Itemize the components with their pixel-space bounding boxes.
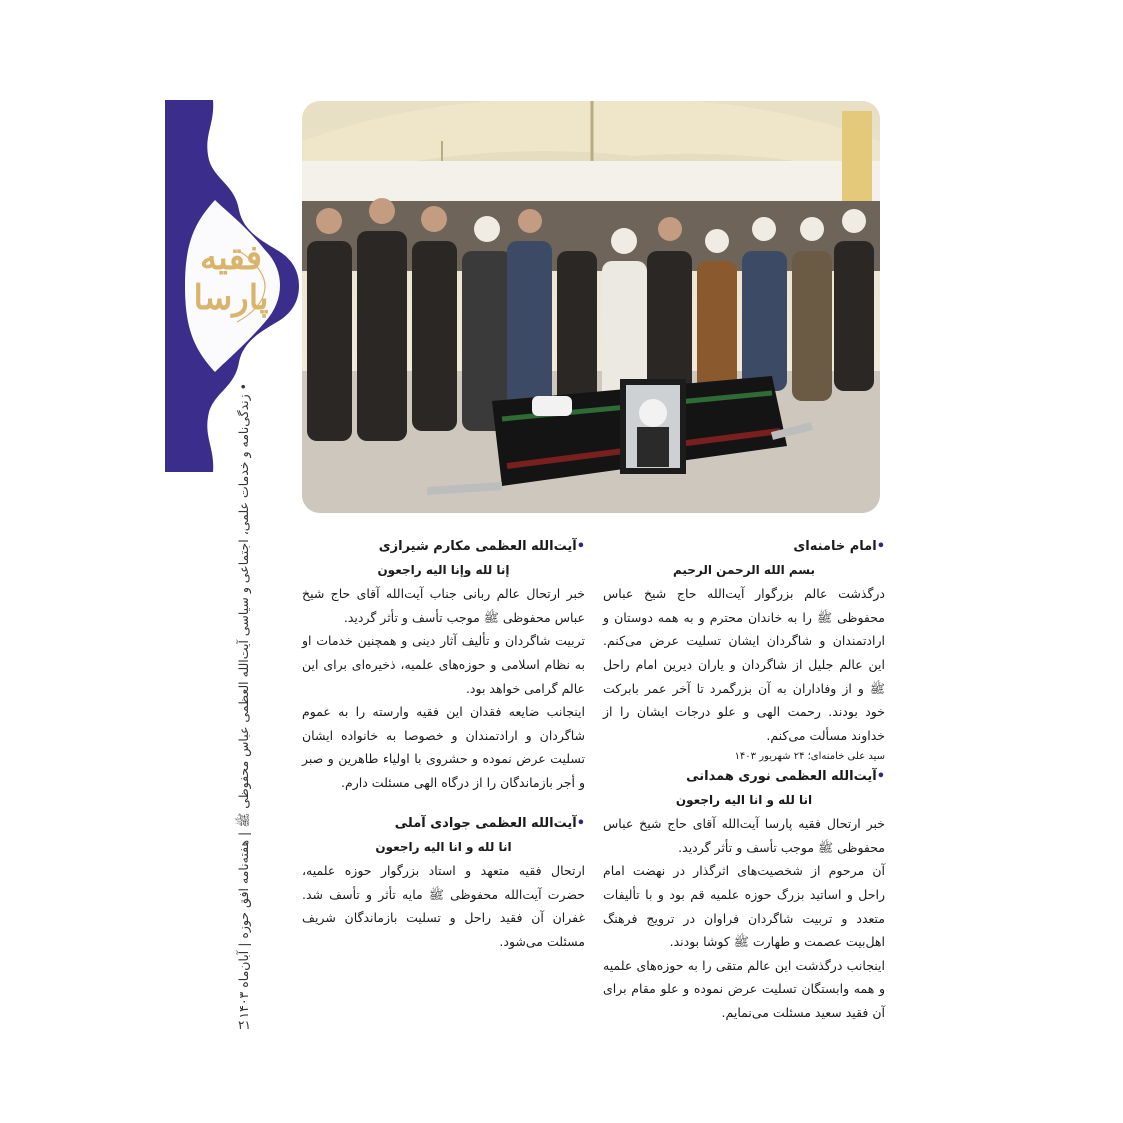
khamenei-message <box>603 535 885 767</box>
makarem-message <box>302 535 585 795</box>
makarem-paragraph-2: تربیت شاگردان و تألیف آثار دینی و همچنین خدمات او به نظام اسلامی و حوزه‌های علمیه، ذخیره‌ای برای این عالم گرامی خواهد بود. <box>302 633 585 696</box>
nouri-paragraph-1: خبر ارتحال فقیه پارسا آیت‌الله آقای حاج شیخ عباس محفوظی ﷺ موجب تأسف و تأثر گردید. <box>603 816 885 855</box>
page-number: ۲۱ <box>238 1018 251 1032</box>
bullet-icon: • <box>576 539 585 554</box>
side-caption-text: • زندگی‌نامه و خدمات علمی، اجتماعی و سیاسی آیت‌الله العظمی عباس محفوظی ﷺ | هفته‌نامه افق حوزه | آبان‌ماه ۱۴۰۳ <box>236 383 251 1019</box>
nouri-message <box>603 765 885 1025</box>
javadi-heading: آیت‌الله العظمی جوادی آملی <box>394 816 577 831</box>
logo-text: فقیه پارسا <box>193 238 269 318</box>
nouri-heading: آیت‌الله العظمی نوری همدانی <box>686 769 877 784</box>
nouri-paragraph-2: آن مرحوم از شخصیت‌های اثرگذار در نهضت امام راحل و اساتید بزرگ حوزه علمیه قم بود و با تألیفات متعدد و تربیت شاگردان فراوان در ترویج فرهنگ اهل‌بیت عصمت و طهارت ﷺ کوشا بودند. <box>603 863 885 950</box>
bullet-icon: • <box>576 816 585 831</box>
bullet-icon: • <box>876 769 885 784</box>
khamenei-heading: امام خامنه‌ای <box>793 539 877 554</box>
side-caption <box>236 383 256 1019</box>
javadi-text: ارتحال فقیه متعهد و استاد بزرگوار حوزه علمیه، حضرت آیت‌الله محفوظی ﷺ مایه تأثر و تأسف شد. غفران آن فقید راحل و تسلیت بازماندگان شریف مسئلت می‌شود. <box>302 863 585 949</box>
javadi-message <box>302 812 585 954</box>
makarem-istirja: إنا لله وإنا الیه راجعون <box>377 562 510 577</box>
makarem-heading: آیت‌الله العظمی مکارم شیرازی <box>378 539 577 554</box>
makarem-paragraph-3: اینجانب ضایعه فقدان این فقیه وارسته را به عموم شاگردان و ارادتمندان و خصوصا به خانواده ایشان تسلیت عرض نموده و حشروی با اولیاء طاهرین و صبر و أجر بازماندگان را از درگاه الهی مسئلت دارم. <box>302 704 585 790</box>
khamenei-signature: سید علی خامنه‌ای؛ ۲۴ شهریور ۱۴۰۳ <box>734 751 885 763</box>
makarem-paragraph-1: خبر ارتحال عالم ربانی جناب آیت‌الله آقای حاج شیخ عباس محفوظی ﷺ موجب تأسف و تأثر گردید. <box>302 586 585 625</box>
funeral-prayer-photo <box>302 101 880 513</box>
bullet-icon: • <box>876 539 885 554</box>
javadi-istirja: انا لله و انا الیه راجعون <box>375 839 512 854</box>
nouri-paragraph-3: اینجانب درگذشت این عالم متقی را به حوزه‌های علمیه و همه وابستگان تسلیت عرض نموده و علو مقام برای آن فقید سعید مسئلت می‌نمایم. <box>603 957 885 1020</box>
khamenei-basmala: بسم الله الرحمن الرحیم <box>672 562 816 577</box>
nouri-istirja: انا لله و انا الیه راجعون <box>675 792 813 807</box>
khamenei-text: درگذشت عالم بزرگوار آیت‌الله حاج شیخ عباس محفوظی ﷺ را به خاندان محترم و به همه دوستان و ارادتمندان و شاگردان ایشان تسلیت عرض می‌کنم. این عالم جلیل از شاگردان و یاران دیرین امام راحل ﷺ و از وفاداران به آن بزرگمرد تا آخر عمر بابرکت خود بودند. رحمت الهی و علو درجات ایشان را از خداوند مسألت می‌کنم. <box>603 586 885 743</box>
